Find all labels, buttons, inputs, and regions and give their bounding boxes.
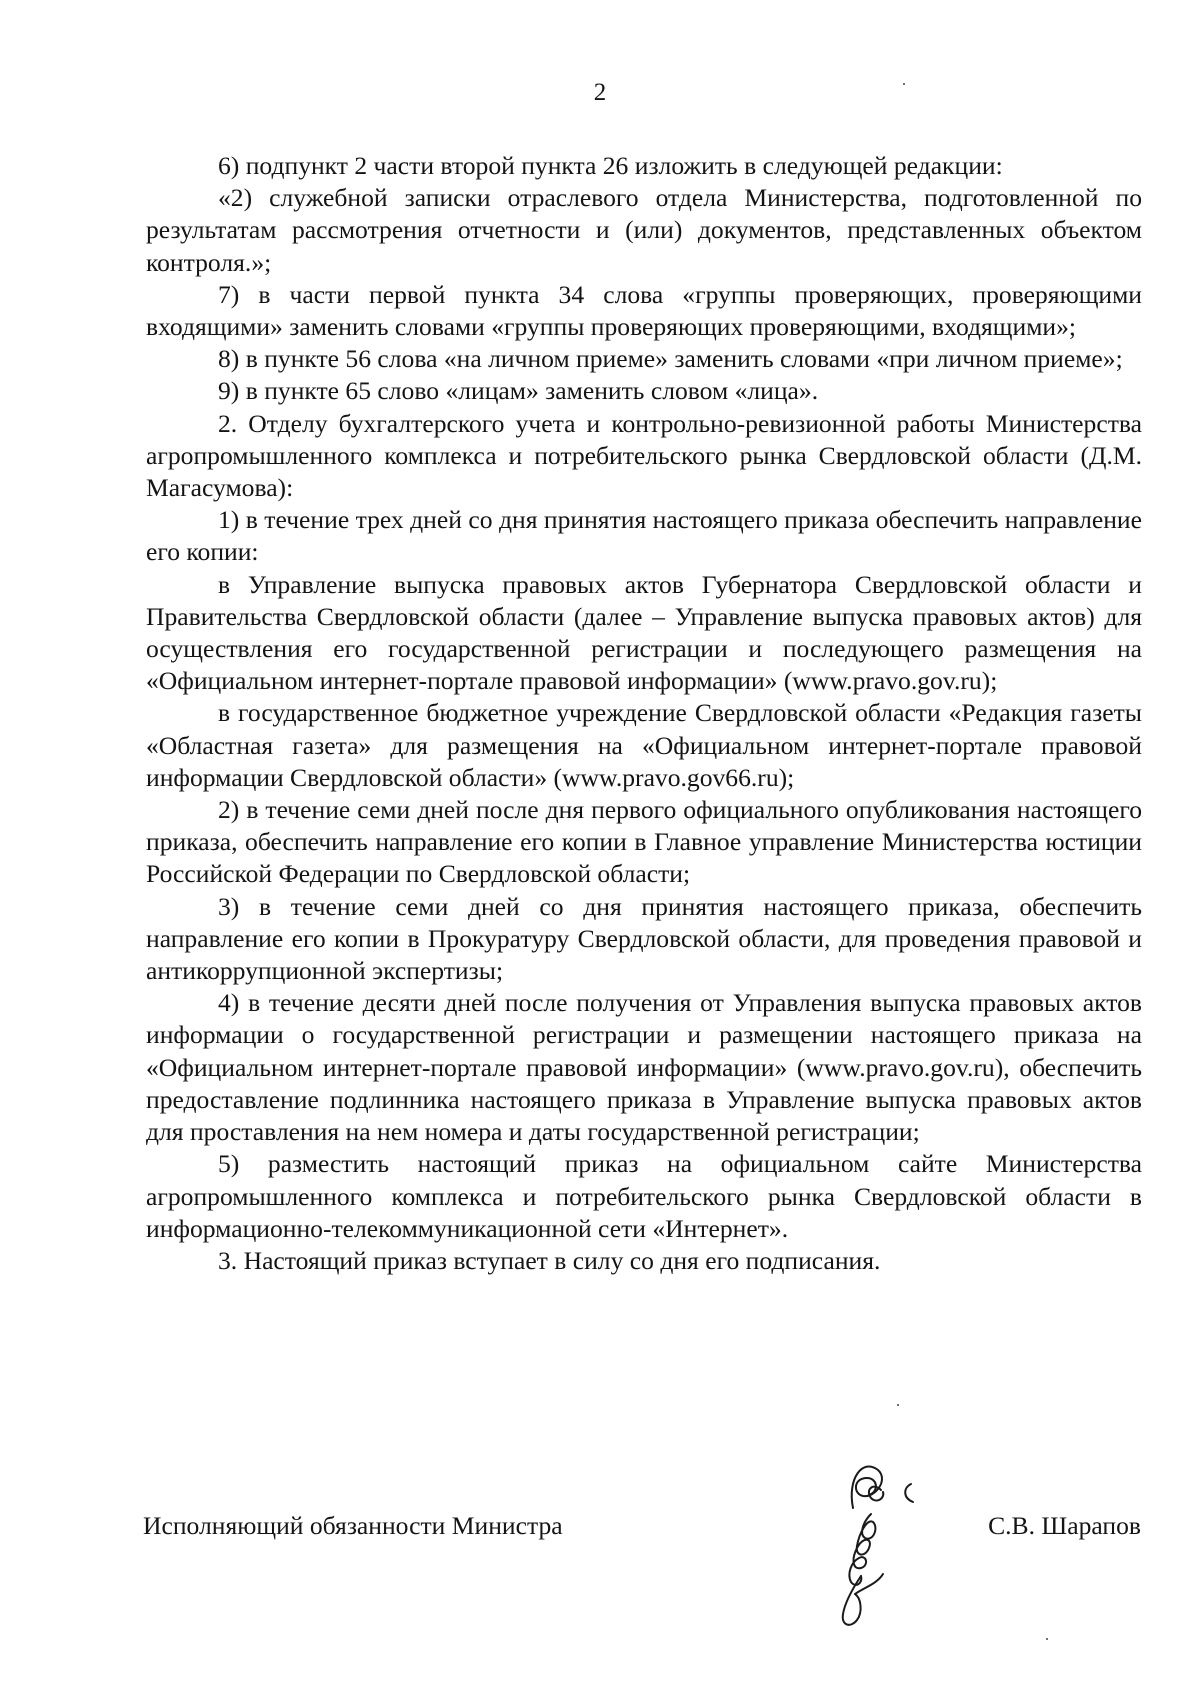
scan-speck: [897, 1404, 899, 1406]
paragraph-subpoint-5: 5) разместить настоящий приказ на официальном сайте Министерства агропромышленного комплекса и потребительского рынка Свердловской области в информационно-телекоммуникационной сети «Интернет».: [146, 1149, 1142, 1243]
signatory-position: Исполняющий обязанности Министра: [143, 1511, 563, 1540]
paragraph-item-9: 9) в пункте 65 слово «лицам» заменить словом «лица».: [218, 376, 819, 406]
paragraph-point-3: 3. Настоящий приказ вступает в силу со дня его подписания.: [218, 1245, 881, 1275]
page-number: 2: [593, 79, 607, 106]
paragraph-item-8: 8) в пункте 56 слова «на личном приеме» заменить словами «при личном приеме»;: [218, 344, 1123, 374]
paragraph-recipient-legal-acts: в Управление выпуска правовых актов Губернатора Свердловской области и Правительства Свердловской области (далее – Управление выпуска правовых актов) для осуществления его государственной регистрации и последующего размещения на «Официальном интернет-портале правовой информации» (www.pravo.gov.ru);: [146, 569, 1142, 696]
paragraph-recipient-newspaper: в государственное бюджетное учреждение Свердловской области «Редакция газеты «Областная газета» для размещения на «Официальном интернет-портале правовой информации Свердловской области» (www.pravo.gov66.ru);: [146, 698, 1142, 792]
paragraph-subpoint-2: 2) в течение семи дней после дня первого официального опубликования настоящего приказа, обеспечить направление его копии в Главное управление Министерства юстиции Российской Федерации по Свердловской области;: [146, 795, 1142, 889]
document-body: [146, 150, 1142, 1277]
paragraph-subpoint-1: 1) в течение трех дней со дня принятия настоящего приказа обеспечить направление его копии:: [146, 505, 1142, 567]
scan-speck: [1046, 1638, 1048, 1640]
handwritten-signature: [823, 1438, 943, 1638]
signature-block: [143, 1496, 1141, 1676]
signatory-name: С.В. Шарапов: [988, 1511, 1141, 1540]
scan-speck: [903, 83, 905, 85]
paragraph-quoted-item-2: «2) служебной записки отраслевого отдела Министерства, подготовленной по результатам рассмотрения отчетности и (или) документов, представленных объектом контроля.»;: [146, 183, 1142, 277]
paragraph-item-7: 7) в части первой пункта 34 слова «группы проверяющих, проверяющими входящими» заменить словами «группы проверяющих проверяющими, входящими»;: [146, 279, 1142, 342]
paragraph-item-6: 6) подпункт 2 части второй пункта 26 изложить в следующей редакции:: [218, 151, 1003, 180]
paragraph-subpoint-4: 4) в течение десяти дней после получения от Управления выпуска правовых актов информации о государственной регистрации и размещении настоящего приказа на «Официальном интернет-портале правовой информации» (www.pravo.gov.ru), обеспечить предоставление подлинника настоящего приказа в Управление выпуска правовых актов для проставления на нем номера и даты государственной регистрации;: [146, 988, 1142, 1147]
paragraph-point-2: 2. Отделу бухгалтерского учета и контрольно-ревизионной работы Министерства агропромышленного комплекса и потребительского рынка Свердловской области (Д.М. Магасумова):: [146, 408, 1142, 503]
paragraph-subpoint-3: 3) в течение семи дней со дня принятия настоящего приказа, обеспечить направление его копии в Прокуратуру Свердловской области, для проведения правовой и антикоррупционной экспертизы;: [146, 891, 1142, 986]
